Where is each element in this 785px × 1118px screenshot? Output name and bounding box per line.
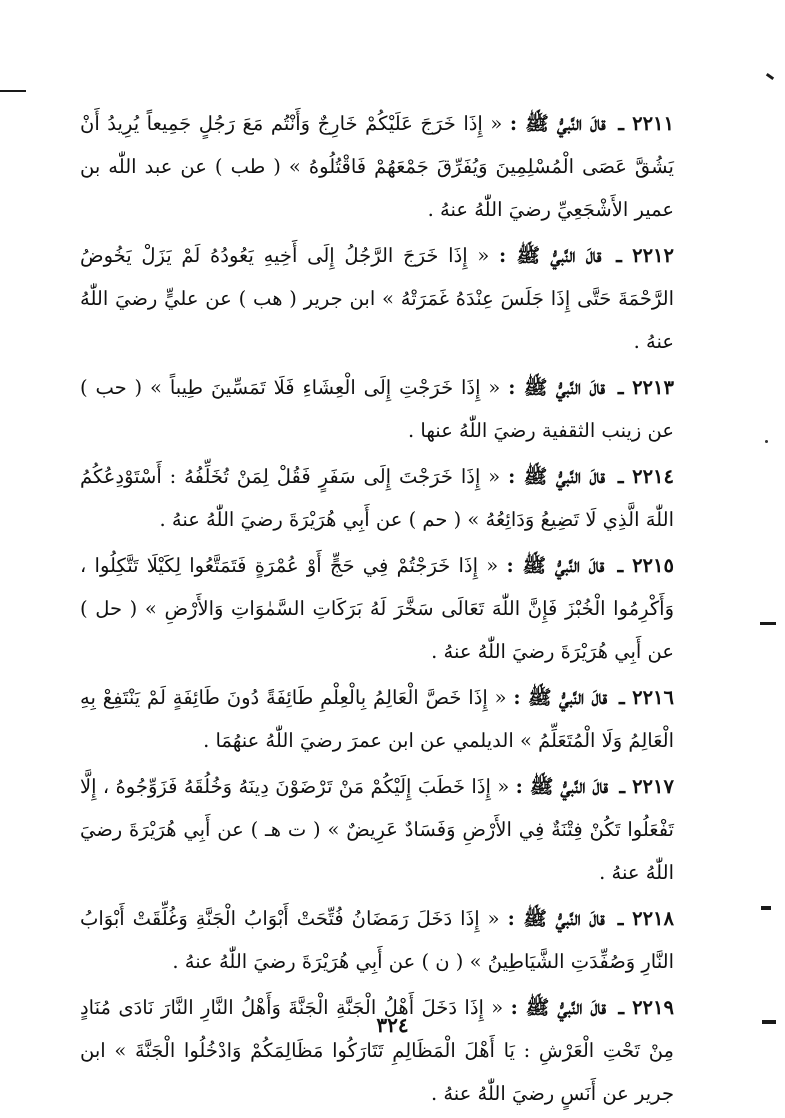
hadith-text: « إِذَا دَخَلَ أَهْلُ الْجَنَّةِ الْجَنَّةَ وَأَهْلُ النَّارِ النَّارَ نَادَى مُنَادٍ مِنْ تَحْتِ الْعَرْشِ : يَا أَهْلَ الْمَظَالِمِ تَتَارَكُوا مَظَالِمَكُمْ وَادْخُلُوا الْجَنَّةَ » ابن جرير عن أَنَسٍ رضيَ اللّٰهُ عنهُ . <box>80 996 674 1105</box>
hadith-2217 <box>80 765 674 894</box>
hadith-text: « إِذَا خَرَجْتُمْ فِي حَجٍّ أَوْ عُمْرَةٍ فَتَمَتَّعُوا لِكَيْلَا تَتَّكِلُوا ، وَأَكْرِمُوا الْخُبْزَ فَإِنَّ اللّٰهَ تَعَالَى سَخَّرَ لَهُ بَرَكَاتِ السَّمٰوَاتِ وَالأَرْضِ » ( حل ) عن أَبِي هُرَيْرَةَ رضيَ اللّٰهُ عنهُ . <box>80 554 674 663</box>
hadith-text: « إِذَا دَخَلَ رَمَضَانُ فُتِّحَتْ أَبْوَابُ الْجَنَّةِ وَغُلِّقَتْ أَبْوَابُ النَّارِ وَصُفِّدَتِ الشَّيَاطِينُ » ( ن ) عن أَبِي هُرَيْرَةَ رضيَ اللّٰهُ عنهُ . <box>80 907 674 973</box>
hadith-2211 <box>80 102 674 231</box>
hadith-number: ٢٢١٣ ـ <box>617 376 674 399</box>
hadith-speaker: قالَ النَّبيُّ ﷺ : <box>499 244 602 267</box>
hadith-text: « إِذَا خَرَجَ عَلَيْكُمْ خَارِجٌ وَأَنْتُم مَعَ رَجُلٍ جَمِيعاً يُرِيدُ أَنْ يَشُقَّ عَصَى الْمُسْلِمِينَ وَيُفَرِّقَ جَمْعَهُمْ فَاقْتُلُوهُ » ( طب ) عن عبد اللّٰه بن عمير الأَشْجَعِيِّ رضيَ اللّٰهُ عنهُ . <box>80 112 674 221</box>
hadith-2218 <box>80 897 674 983</box>
hadith-number: ٢٢١٩ ـ <box>618 996 674 1019</box>
hadith-text: « إِذَا خَرَجْتِ إِلَى الْعِشَاءِ فَلَا تَمَسِّينَ طِيباً » ( حب ) عن زينب الثقفية رضيَ اللّٰهُ عنها . <box>80 376 674 442</box>
hadith-speaker: قالَ النَّبيُّ ﷺ : <box>508 465 605 488</box>
hadith-2212 <box>80 234 674 363</box>
hadith-number: ٢٢١٧ ـ <box>619 775 674 798</box>
hadith-text: « إِذَا خَصَّ الْعَالِمُ بِالْعِلْمِ طَائِفَةً دُونَ طَائِفَةٍ لَمْ يَنْتَفِعْ بِهِ الْعَالِمُ وَلَا الْمُتَعَلِّمُ » الديلمي عن ابن عمرَ رضيَ اللّٰهُ عنهُمَا . <box>80 686 674 752</box>
hadith-text: « إِذَا خَطَبَ إِلَيْكُمْ مَنْ تَرْضَوْنَ دِينَهُ وَخُلُقَهُ فَزَوِّجُوهُ ، إِلَّا تَفْعَلُوا تَكُنْ فِتْنَةٌ فِي الأَرْضِ وَفَسَادٌ عَرِيضٌ » ( ت هـ ) عن أَبِي هُرَيْرَةَ رضيَ اللّٰهُ عنهُ . <box>80 775 674 884</box>
hadith-number: ٢٢١٦ ـ <box>618 686 675 709</box>
hadith-speaker: قالَ النَّبيُّ ﷺ : <box>506 554 605 577</box>
hadith-speaker: قالَ النَّبيُّ ﷺ : <box>508 376 606 399</box>
scan-mark <box>761 906 771 910</box>
hadith-speaker: قالَ النَّبيُّ ﷺ : <box>507 907 605 930</box>
hadith-2216 <box>80 676 674 762</box>
hadith-number: ٢٢١١ ـ <box>618 112 675 135</box>
hadith-number: ٢٢١٨ ـ <box>617 907 674 930</box>
scan-mark <box>766 73 774 80</box>
hadith-number: ٢٢١٥ ـ <box>617 554 674 577</box>
hadith-2213 <box>80 366 674 452</box>
hadith-text: « إِذَا خَرَجَ الرَّجُلُ إِلَى أَخِيهِ يَعُودُهُ لَمْ يَزَلْ يَخُوضُ الرَّحْمَةَ حَتَّى إِذَا جَلَسَ عِنْدَهُ غَمَرَتْهُ » ابن جرير ( هب ) عن عليٍّ رضيَ اللّٰهُ عنهُ . <box>80 244 674 353</box>
hadith-number: ٢٢١٢ ـ <box>616 244 674 267</box>
scan-mark <box>0 90 26 92</box>
hadith-2219 <box>80 986 674 1115</box>
hadith-list <box>80 102 674 1118</box>
scan-mark <box>765 440 768 443</box>
hadith-2215 <box>80 544 674 673</box>
hadith-speaker: قالَ النَّبيُّ ﷺ : <box>515 775 608 798</box>
hadith-speaker: قالَ النَّبيُّ ﷺ : <box>510 996 606 1019</box>
hadith-number: ٢٢١٤ ـ <box>617 465 675 488</box>
hadith-speaker: قالَ النَّبيُّ ﷺ : <box>513 686 608 709</box>
hadith-2214 <box>80 455 674 541</box>
hadith-text: « إِذَا خَرَجْتَ إِلَى سَفَرٍ فَقُلْ لِمَنْ تُخَلِّفُهُ : أَسْتَوْدِعُكُمُ اللّٰهَ الَّذِي لَا تَضِيعُ وَدَائِعُهُ » ( حم ) عن أَبِي هُرَيْرَةَ رضيَ اللّٰهُ عنهُ . <box>80 465 674 531</box>
scan-mark <box>760 622 776 625</box>
page-number: ٣٢٤ <box>376 1013 409 1037</box>
hadith-speaker: قالَ النَّبيُّ ﷺ : <box>509 112 606 135</box>
